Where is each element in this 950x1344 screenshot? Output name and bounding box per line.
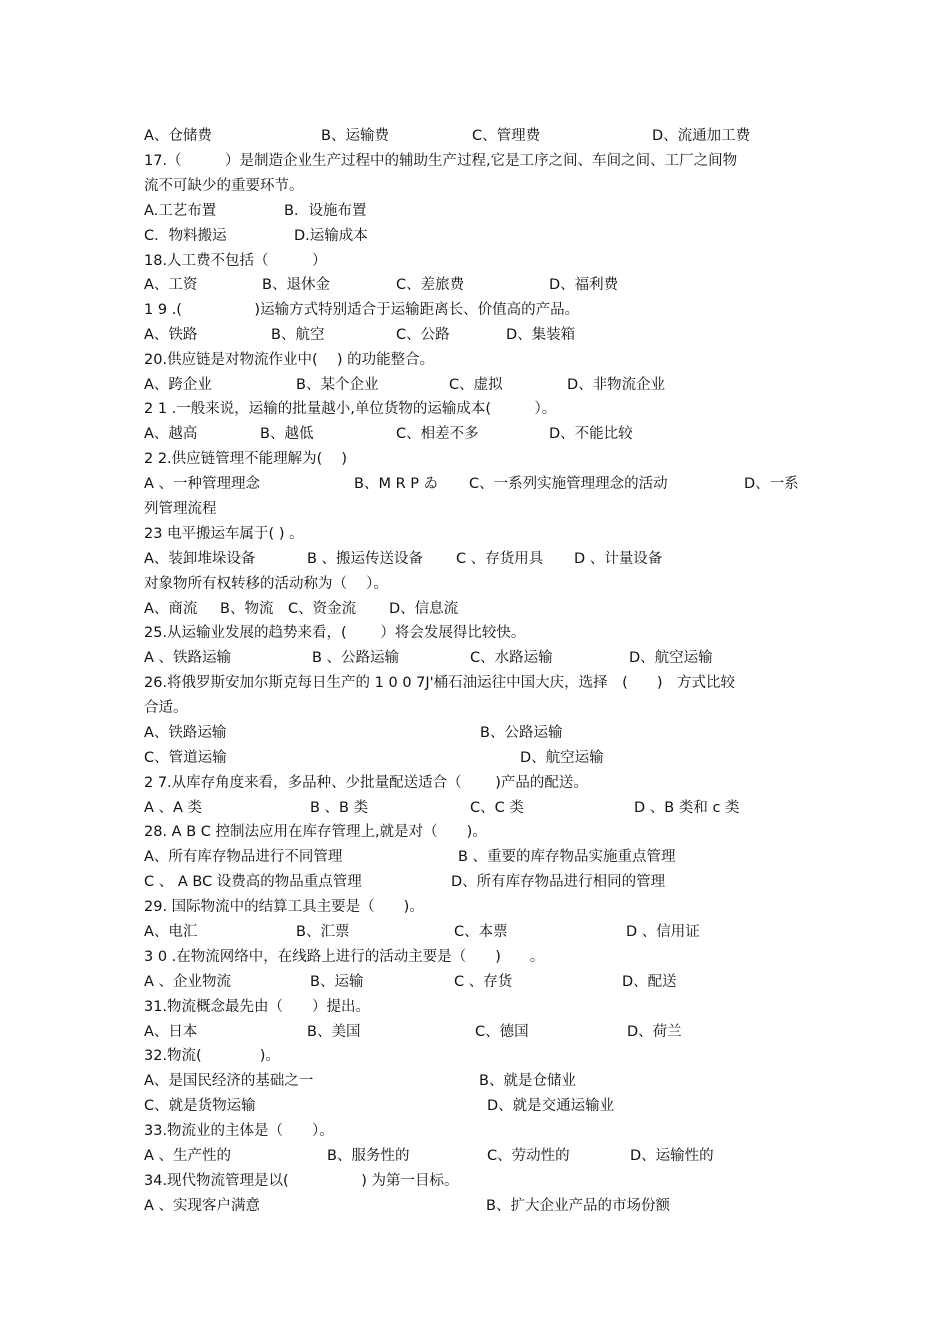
- question-text: 18.人工费不包括（ ）: [144, 253, 327, 269]
- text-line: [144, 522, 814, 547]
- option-text: D、运输性的: [630, 1148, 714, 1164]
- option-text: B 、B 类: [310, 800, 369, 816]
- option-text: D、配送: [622, 974, 677, 990]
- option-text: C、差旅费: [396, 277, 465, 293]
- option-text: B、退休金: [262, 277, 330, 293]
- text-line: [144, 870, 814, 895]
- text-line: [144, 746, 814, 771]
- option-text: D、福利费: [549, 277, 619, 293]
- option-text: D.运输成本: [294, 228, 368, 244]
- question-text: 31.物流概念最先由（ ）提出。: [144, 999, 371, 1015]
- option-text: D 、B 类和 c 类: [634, 800, 740, 816]
- option-text: D、所有库存物品进行相同的管理: [451, 874, 666, 890]
- option-text: C、管理费: [472, 128, 541, 144]
- text-line: [144, 124, 814, 149]
- text-line: [144, 249, 814, 274]
- question-text: 3 0 .在物流网络中，在线路上进行的活动主要是（ ) 。: [144, 949, 545, 965]
- text-line: [144, 1144, 814, 1169]
- text-line: [144, 572, 814, 597]
- option-text: C、相差不多: [396, 426, 479, 442]
- text-line: [144, 920, 814, 945]
- text-line: [144, 373, 814, 398]
- option-text: C、水路运输: [470, 650, 553, 666]
- question-text: 34.现代物流管理是以( ) 为第一目标。: [144, 1173, 459, 1189]
- option-text: A.工艺布置: [144, 203, 217, 219]
- option-text: D、航空运输: [629, 650, 713, 666]
- text-line: [144, 1194, 814, 1219]
- option-text: A 、一种管理理念: [144, 476, 261, 492]
- option-text: B、美国: [307, 1024, 361, 1040]
- text-line: [144, 497, 814, 522]
- option-text: D、非物流企业: [567, 377, 666, 393]
- option-text: D 、信用证: [626, 924, 700, 940]
- option-text: A、越高: [144, 426, 198, 442]
- question-text: 1 9 .( )运输方式特别适合于运输距离长、价值高的产品。: [144, 302, 580, 318]
- text-line: [144, 224, 814, 249]
- text-line: [144, 696, 814, 721]
- question-text: 2 7.从库存角度来看，多品种、少批量配送适合（ )产品的配送。: [144, 775, 588, 791]
- text-line: [144, 1169, 814, 1194]
- option-text: C、虚拟: [449, 377, 503, 393]
- text-line: [144, 323, 814, 348]
- text-line: [144, 845, 814, 870]
- text-line: [144, 721, 814, 746]
- option-text: D、就是交通运输业: [487, 1098, 615, 1114]
- option-text: B、服务性的: [327, 1148, 410, 1164]
- option-text: D、不能比较: [549, 426, 633, 442]
- text-line: [144, 199, 814, 224]
- option-text: A、铁路运输: [144, 725, 227, 741]
- question-text: 合适。: [144, 700, 188, 716]
- option-text: B、越低: [260, 426, 314, 442]
- option-text: A 、A 类: [144, 800, 203, 816]
- option-text: C、C 类: [470, 800, 524, 816]
- text-line: [144, 1119, 814, 1144]
- question-text: 32.物流( )。: [144, 1048, 280, 1064]
- option-text: A 、实现客户满意: [144, 1198, 261, 1214]
- option-text: C．物料搬运: [144, 228, 227, 244]
- question-text: 对象物所有权转移的活动称为（ ）。: [144, 576, 388, 592]
- option-text: A、仓储费: [144, 128, 212, 144]
- option-text: B 、重要的库存物品实施重点管理: [458, 849, 676, 865]
- option-text: C 、 A BC 设费高的物品重点管理: [144, 874, 362, 890]
- question-text: 26.将俄罗斯安加尔斯克每日生产的 1 0 0 7J'桶石油运往中国大庆，选择 ( ) 方式比较: [144, 675, 735, 691]
- text-line: [144, 547, 814, 572]
- option-text: C、德国: [475, 1024, 529, 1040]
- text-line: [144, 796, 814, 821]
- option-text: A、工资: [144, 277, 198, 293]
- option-text: D、信息流: [389, 601, 459, 617]
- text-line: [144, 149, 814, 174]
- option-text: D、集装箱: [506, 327, 576, 343]
- text-line: [144, 1094, 814, 1119]
- option-text: B、M R P ゐ: [354, 476, 439, 492]
- question-text: 29. 国际物流中的结算工具主要是（ )。: [144, 899, 424, 915]
- text-line: [144, 771, 814, 796]
- option-text: B、扩大企业产品的市场份额: [486, 1198, 670, 1214]
- option-text: B、运输: [310, 974, 364, 990]
- text-line: [144, 621, 814, 646]
- text-line: [144, 174, 814, 199]
- text-line: [144, 895, 814, 920]
- option-text: B、某个企业: [296, 377, 379, 393]
- text-line: [144, 671, 814, 696]
- option-text: A、是国民经济的基础之一: [144, 1073, 314, 1089]
- text-line: [144, 597, 814, 622]
- text-line: [144, 298, 814, 323]
- question-text: 28. A B C 控制法应用在库存管理上,就是对（ )。: [144, 824, 487, 840]
- text-line: [144, 348, 814, 373]
- option-text: C 、存货用具: [456, 551, 544, 567]
- text-line: [144, 273, 814, 298]
- option-text: C 、存货: [454, 974, 513, 990]
- option-text: D、荷兰: [627, 1024, 682, 1040]
- text-line: [144, 970, 814, 995]
- option-text: B．设施布置: [284, 203, 367, 219]
- text-line: [144, 447, 814, 472]
- option-text: B、汇票: [296, 924, 350, 940]
- text-line: [144, 397, 814, 422]
- question-text: 17.（ ）是制造企业生产过程中的辅助生产过程,它是工序之间、车间之间、工厂之间物: [144, 153, 738, 169]
- option-text: C、资金流: [288, 601, 357, 617]
- option-text: A、商流: [144, 601, 198, 617]
- question-text: 33.物流业的主体是（ ）。: [144, 1123, 334, 1139]
- text-line: [144, 945, 814, 970]
- question-text: 2 2.供应链管理不能理解为( ): [144, 451, 348, 467]
- text-line: [144, 1044, 814, 1069]
- option-text: A、装卸堆垛设备: [144, 551, 256, 567]
- question-text: 20.供应链是对物流作业中( ) 的功能整合。: [144, 352, 435, 368]
- option-text: B、航空: [271, 327, 325, 343]
- option-text: B、物流: [220, 601, 274, 617]
- text-line: [144, 472, 814, 497]
- option-text: C、管道运输: [144, 750, 227, 766]
- question-text: 列管理流程: [144, 501, 217, 517]
- option-text: C、公路: [396, 327, 450, 343]
- text-line: [144, 422, 814, 447]
- option-text: A、所有库存物品进行不同管理: [144, 849, 343, 865]
- option-text: A 、企业物流: [144, 974, 232, 990]
- option-text: D、航空运输: [520, 750, 604, 766]
- option-text: B 、公路运输: [312, 650, 400, 666]
- option-text: A、跨企业: [144, 377, 212, 393]
- question-text: 23 电平搬运车属于( ) 。: [144, 526, 304, 542]
- option-text: B、运输费: [321, 128, 389, 144]
- option-text: C、本票: [454, 924, 508, 940]
- option-text: A、日本: [144, 1024, 198, 1040]
- option-text: A、电汇: [144, 924, 198, 940]
- text-line: [144, 995, 814, 1020]
- option-text: D 、计量设备: [574, 551, 663, 567]
- option-text: A 、铁路运输: [144, 650, 232, 666]
- option-text: C、劳动性的: [487, 1148, 570, 1164]
- option-text: A 、生产性的: [144, 1148, 232, 1164]
- option-text: B 、搬运传送设备: [307, 551, 424, 567]
- text-line: [144, 1020, 814, 1045]
- option-text: D、一系: [744, 476, 799, 492]
- option-text: B、就是仓储业: [479, 1073, 576, 1089]
- question-text: 25.从运输业发展的趋势来看，( ）将会发展得比较快。: [144, 625, 526, 641]
- question-text: 流不可缺少的重要环节。: [144, 178, 304, 194]
- option-text: C、就是货物运输: [144, 1098, 256, 1114]
- option-text: D、流通加工费: [652, 128, 751, 144]
- text-line: [144, 820, 814, 845]
- text-line: [144, 1069, 814, 1094]
- text-line: [144, 646, 814, 671]
- option-text: C、一系列实施管理理念的活动: [469, 476, 668, 492]
- question-text: 2 1 .一般来说，运输的批量越小,单位货物的运输成本( ）。: [144, 401, 557, 417]
- option-text: B、公路运输: [480, 725, 563, 741]
- option-text: A、铁路: [144, 327, 198, 343]
